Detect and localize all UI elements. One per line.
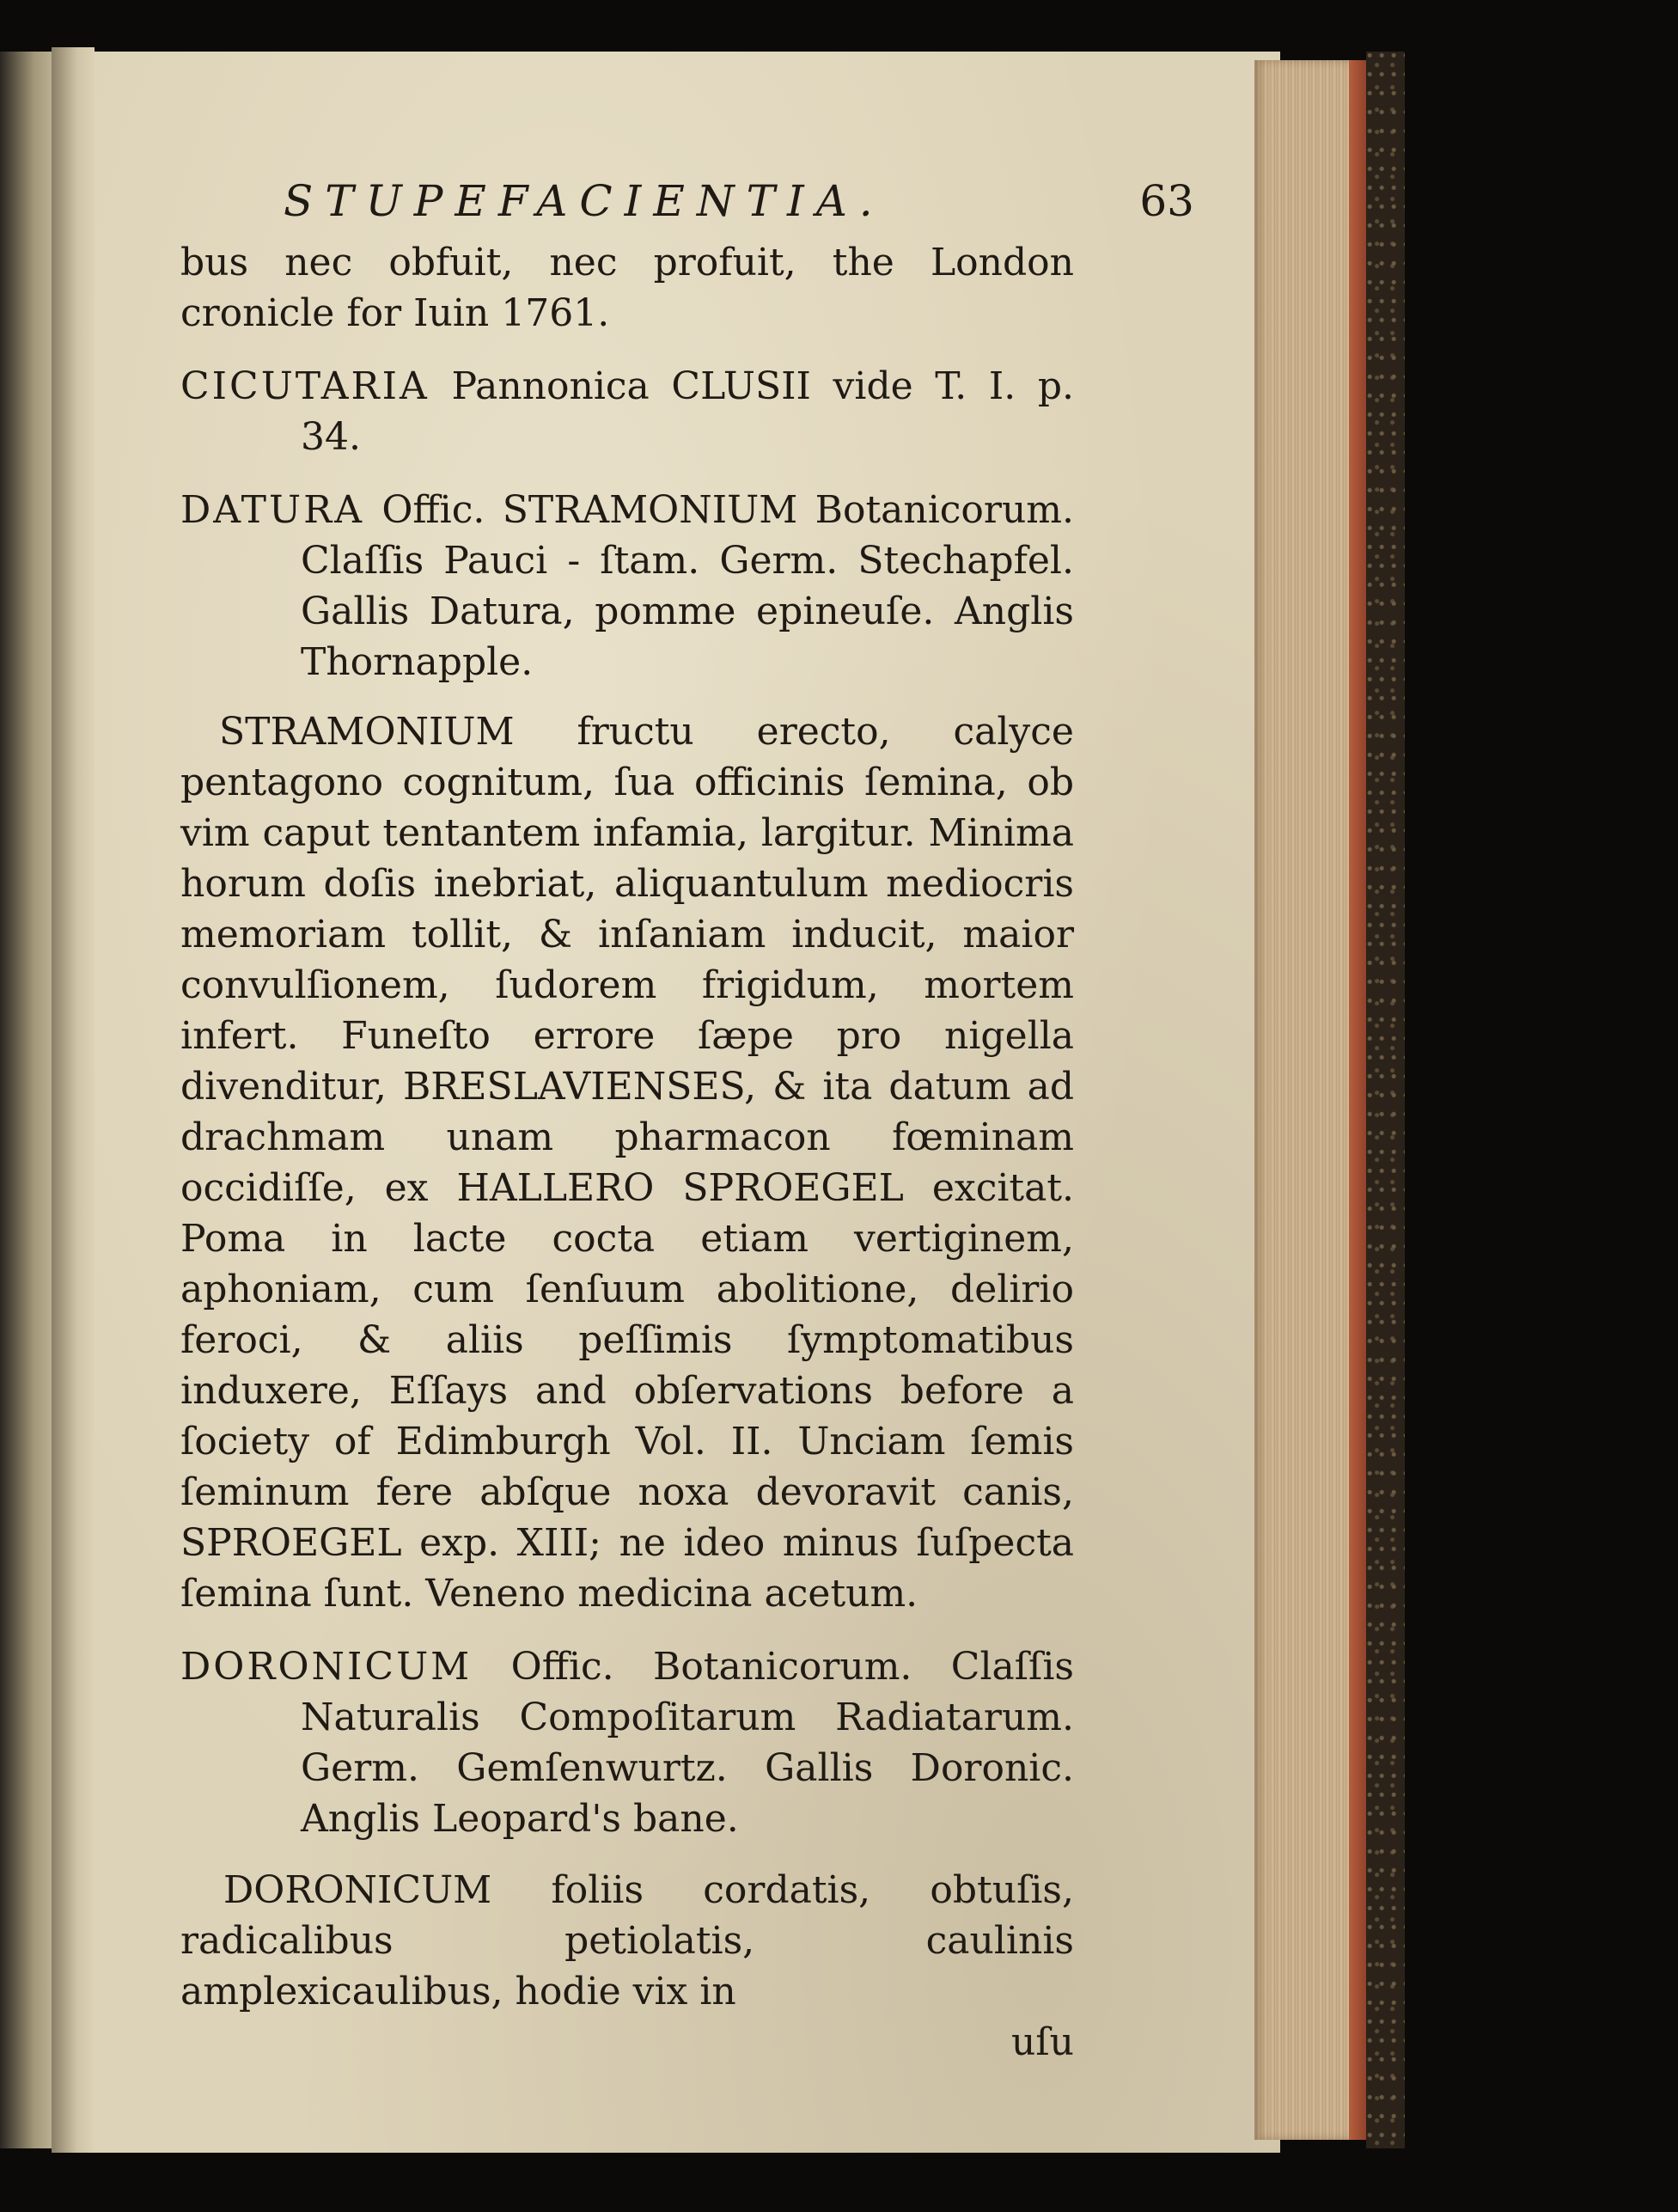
entry-head: DORONICUM bbox=[180, 1645, 473, 1689]
paragraph-doronicum bbox=[180, 1865, 1074, 2017]
entry-datura bbox=[180, 485, 1074, 687]
gutter bbox=[52, 47, 95, 2153]
paragraph-lead: DORONICUM bbox=[223, 1868, 492, 1912]
page-number: 63 bbox=[1139, 176, 1194, 226]
binding-cover bbox=[1366, 52, 1405, 2148]
text-block bbox=[180, 176, 1194, 2068]
entry-text: Offic. Botanicorum. Claſſis Naturalis Compoſitarum Radiatarum. Germ. Gemſenwurtz. Gallis Doronic. Anglis Leopard's bane. bbox=[301, 1645, 1074, 1841]
entry-head: CICUTARIA bbox=[180, 364, 430, 408]
entry-cicutaria bbox=[180, 361, 1074, 462]
paragraph-stramonium bbox=[180, 706, 1074, 1619]
entry-doronicum bbox=[180, 1641, 1074, 1844]
entry-text: Pannonica CLUSII vide T. I. p. 34. bbox=[301, 364, 1074, 459]
catchword: uſu bbox=[1011, 2020, 1074, 2064]
opening-text: bus nec obfuit, nec profuit, the London cronicle for Iuin 1761. bbox=[180, 241, 1074, 335]
paragraph-text: foliis cordatis, obtuſis, radicalibus petiolatis, caulinis amplexicaulibus, hodie vix in bbox=[180, 1868, 1074, 2013]
paragraph-lead: STRAMONIUM bbox=[219, 710, 515, 754]
paragraph-text: fructu erecto, calyce pentagono cognitum, ſua officinis ſemina, ob vim caput tentantem infamia, largitur. Minima horum doſis inebriat, aliquantulum mediocris memoriam tollit, & inſaniam inducit, maior convulſionem, ſudorem frigidum, mortem infert. Funeſto errore ſæpe pro nigella divenditur, BRESLAVIENSES, & ita datum ad drachmam unam pharmacon fœminam occidiſſe, ex HALLERO SPROEGEL excitat. Poma in lacte cocta etiam vertiginem, aphoniam, cum ſenſuum abolitione, delirio feroci, & aliis peſſimis ſymptomatibus induxere, Eſſays and obſervations before a ſociety of Edimburgh Vol. II. Unciam ſemis ſeminum fere abſque noxa devoravit canis, SPROEGEL exp. XIII; ne ideo minus ſuſpecta ſemina ſunt. Veneno medicina acetum. bbox=[180, 710, 1074, 1616]
red-edge bbox=[1349, 60, 1368, 2140]
running-head bbox=[284, 176, 1194, 227]
entry-head: DATURA bbox=[180, 488, 364, 532]
entry-text: Offic. STRAMONIUM Botanicorum. Claſſis Pauci - ſtam. Germ. Stechapfel. Gallis Datura, pomme epineuſe. Anglis Thornapple. bbox=[301, 488, 1074, 684]
running-head-title: STUPEFACIENTIA. bbox=[284, 176, 885, 226]
